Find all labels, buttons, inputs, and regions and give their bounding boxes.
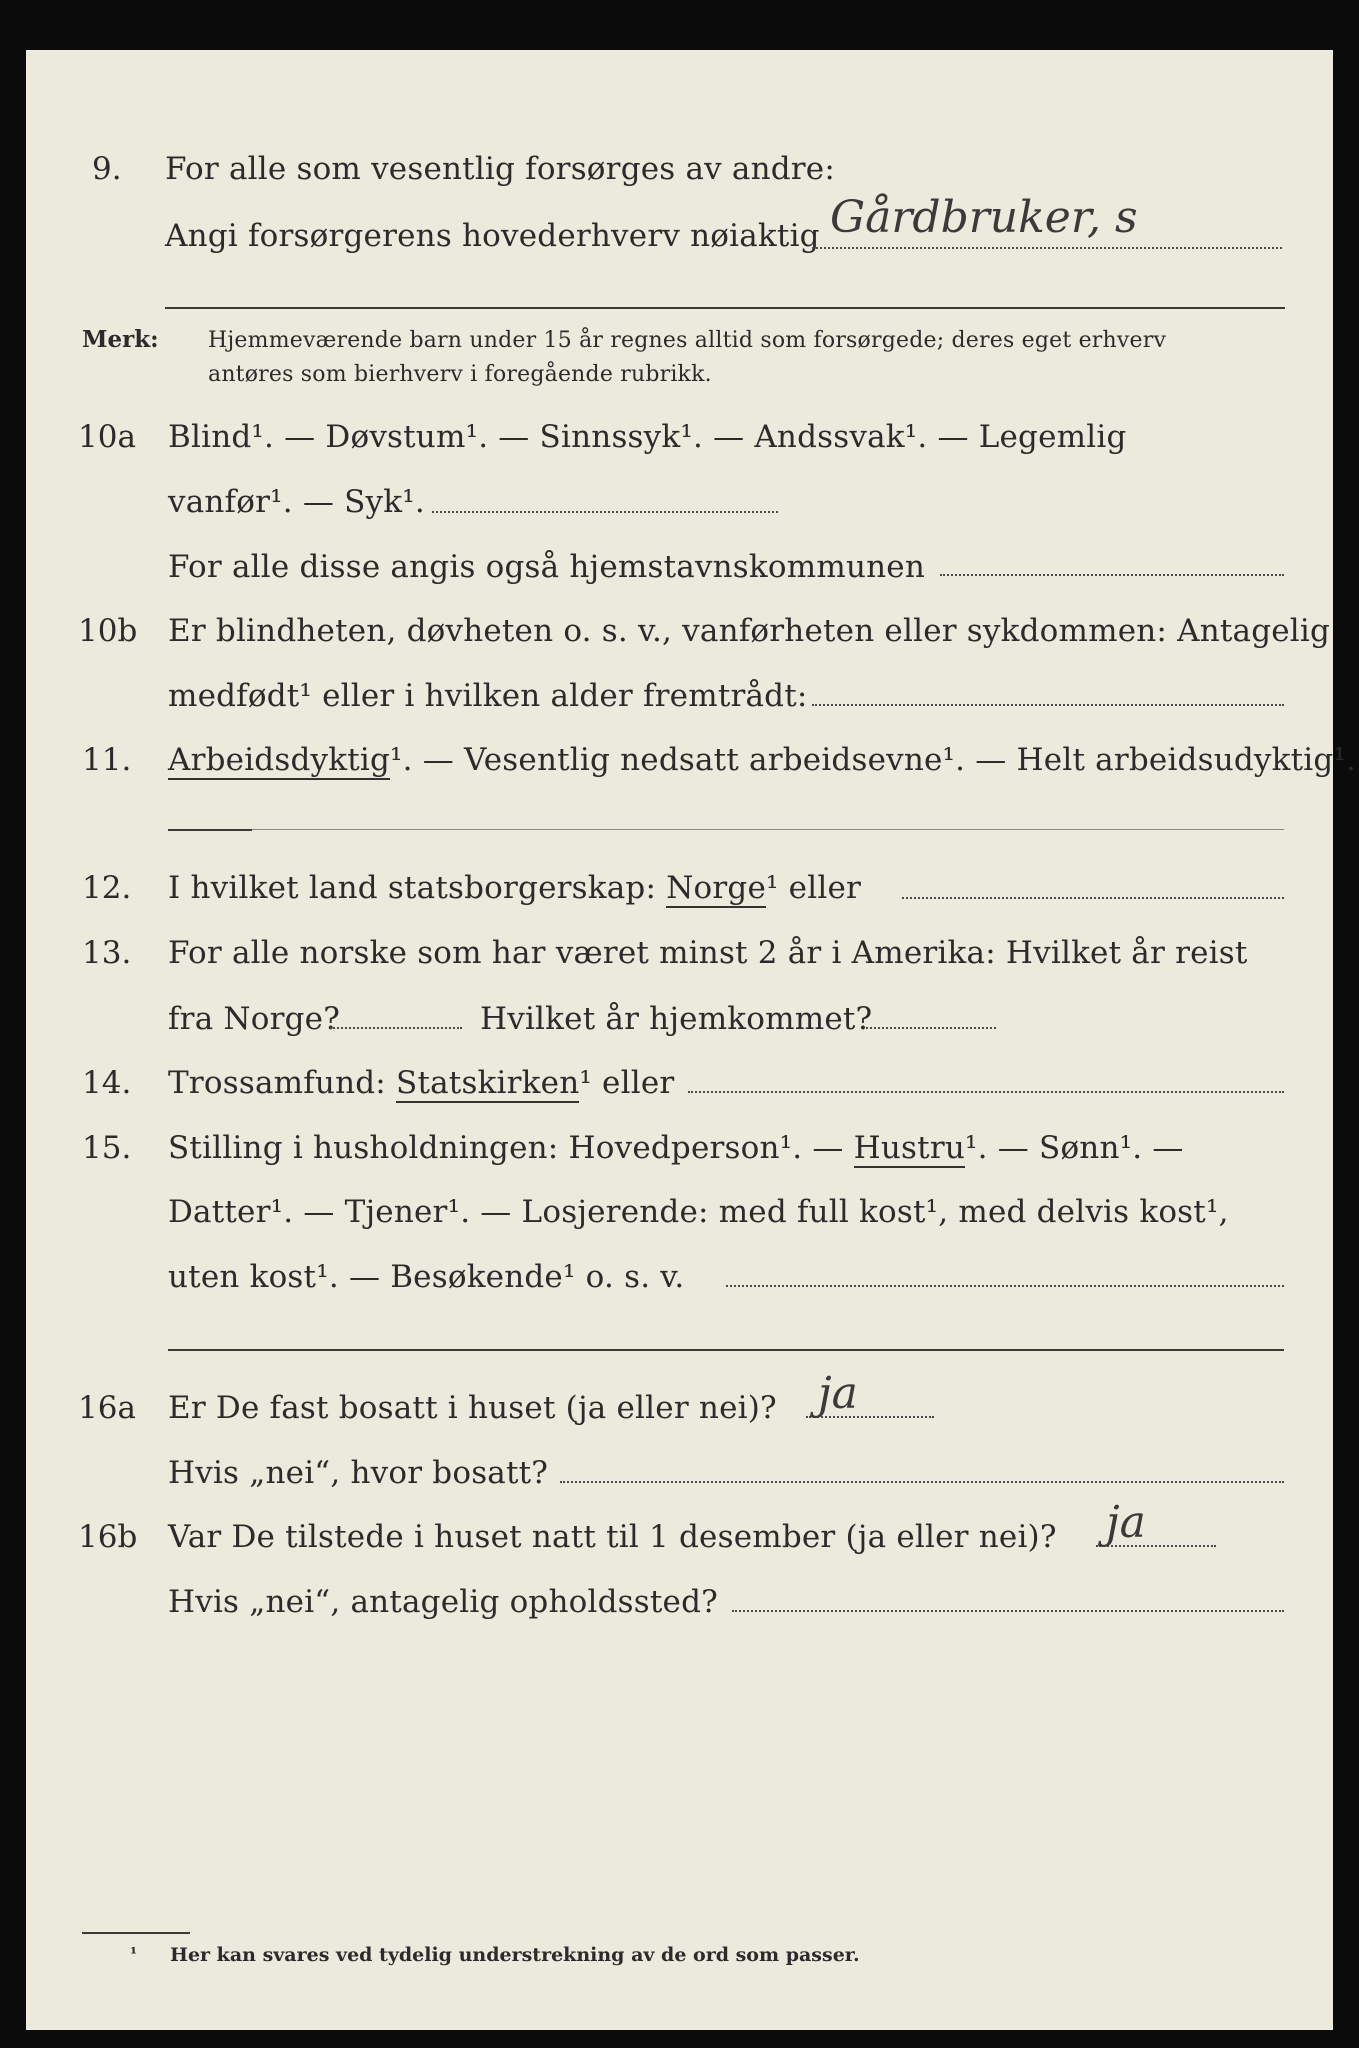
q9-line1: For alle som vesentlig forsørges av andre: xyxy=(165,151,835,187)
q14-answer-line xyxy=(688,1091,1284,1093)
q10b-line1: Er blindheten, døvheten o. s. v., vanførheten eller sykdommen: Antagelig xyxy=(168,613,1331,649)
q13-line2a: fra Norge? xyxy=(168,1001,341,1037)
q12-number: 12. xyxy=(82,870,132,906)
q12-post: ¹ eller xyxy=(766,870,862,906)
q13-reist-line xyxy=(330,1027,462,1029)
q15-answer-line xyxy=(726,1285,1284,1287)
q12-answer-line xyxy=(902,897,1284,899)
q16b-opholdssted-line xyxy=(732,1610,1284,1612)
q9-number: 9. xyxy=(92,151,122,187)
merk-line2: antøres som bierhverv i foregående rubrikk. xyxy=(208,362,712,387)
q9-handwritten-answer: Gårdbruker, s xyxy=(830,192,1138,243)
q10a-number: 10a xyxy=(78,419,136,455)
q10a-line2: vanfør¹. — Syk¹. xyxy=(168,484,425,520)
q15-underlined-option: Hustru xyxy=(853,1130,966,1166)
q13-number: 13. xyxy=(82,935,132,971)
q15-line1a: Stilling i husholdningen: Hovedperson¹. — xyxy=(168,1130,844,1166)
q15-line3: uten kost¹. — Besøkende¹ o. s. v. xyxy=(168,1259,685,1295)
q11-rule xyxy=(252,829,1284,830)
q11-rule-short xyxy=(168,829,252,831)
q10a-hjemstavn-line xyxy=(940,574,1284,576)
q10a-line1: Blind¹. — Døvstum¹. — Sinnssyk¹. — Andssvak¹. — Legemlig xyxy=(168,419,1127,455)
q10b-number: 10b xyxy=(78,613,138,649)
q16a-handwritten-answer: ja xyxy=(818,1368,858,1419)
q16a-number: 16a xyxy=(78,1390,136,1426)
q16a-line1: Er De fast bosatt i huset (ja eller nei)? xyxy=(168,1390,777,1426)
q10a-syk-line xyxy=(432,511,778,513)
q12-text xyxy=(168,869,861,907)
q14-post: ¹ eller xyxy=(579,1065,675,1101)
q9-rule xyxy=(165,307,1285,309)
q10a-line3: For alle disse angis også hjemstavnskommunen xyxy=(168,549,925,585)
q13-line2b: Hvilket år hjemkommet? xyxy=(480,1001,873,1037)
q15-line2: Datter¹. — Tjener¹. — Losjerende: med full kost¹, med delvis kost¹, xyxy=(168,1194,1229,1230)
q16b-line1: Var De tilstede i huset natt til 1 desember (ja eller nei)? xyxy=(168,1519,1057,1555)
q13-line1: For alle norske som har været minst 2 år i Amerika: Hvilket år reist xyxy=(168,935,1248,971)
q16a-line2: Hvis „nei“, hvor bosatt? xyxy=(168,1455,549,1491)
q15-line1 xyxy=(168,1129,1184,1167)
merk-label: Merk: xyxy=(82,326,159,353)
q16b-number: 16b xyxy=(78,1519,138,1555)
footnote-mark: ¹ xyxy=(130,1944,138,1963)
q15-rule xyxy=(168,1349,1284,1351)
q16b-handwritten-answer: ja xyxy=(1106,1497,1146,1548)
q12-underlined-option: Norge xyxy=(666,870,766,906)
q15-line1b: ¹. — Sønn¹. — xyxy=(965,1130,1184,1166)
q11-number: 11. xyxy=(82,742,132,778)
q14-number: 14. xyxy=(82,1065,132,1101)
q11-text xyxy=(168,741,1356,779)
q14-pre: Trossamfund: xyxy=(168,1065,386,1101)
q9-answer-line xyxy=(812,247,1282,249)
q13-hjemkommet-line xyxy=(866,1027,996,1029)
q12-pre: I hvilket land statsborgerskap: xyxy=(168,870,657,906)
q14-text xyxy=(168,1064,674,1102)
q10b-answer-line xyxy=(812,704,1284,706)
q10b-line2: medfødt¹ eller i hvilken alder fremtrådt: xyxy=(168,678,808,714)
q14-underlined-option: Statskirken xyxy=(396,1065,580,1101)
footnote-text: Her kan svares ved tydelig understrekning av de ord som passer. xyxy=(170,1944,860,1966)
footnote-rule xyxy=(82,1932,190,1934)
q16a-bosatt-line xyxy=(560,1481,1284,1483)
q11-underlined-option: Arbeidsdyktig xyxy=(168,742,391,778)
q11-rest: ¹. — Vesentlig nedsatt arbeidsevne¹. — Helt arbeidsudyktig¹. xyxy=(390,742,1357,778)
q15-number: 15. xyxy=(82,1130,132,1166)
merk-line1: Hjemmeværende barn under 15 år regnes alltid som forsørgede; deres eget erhverv xyxy=(208,328,1167,353)
q9-line2: Angi forsørgerens hovederhverv nøiaktig xyxy=(165,218,820,254)
q16b-line2: Hvis „nei“, antagelig opholdssted? xyxy=(168,1584,718,1620)
